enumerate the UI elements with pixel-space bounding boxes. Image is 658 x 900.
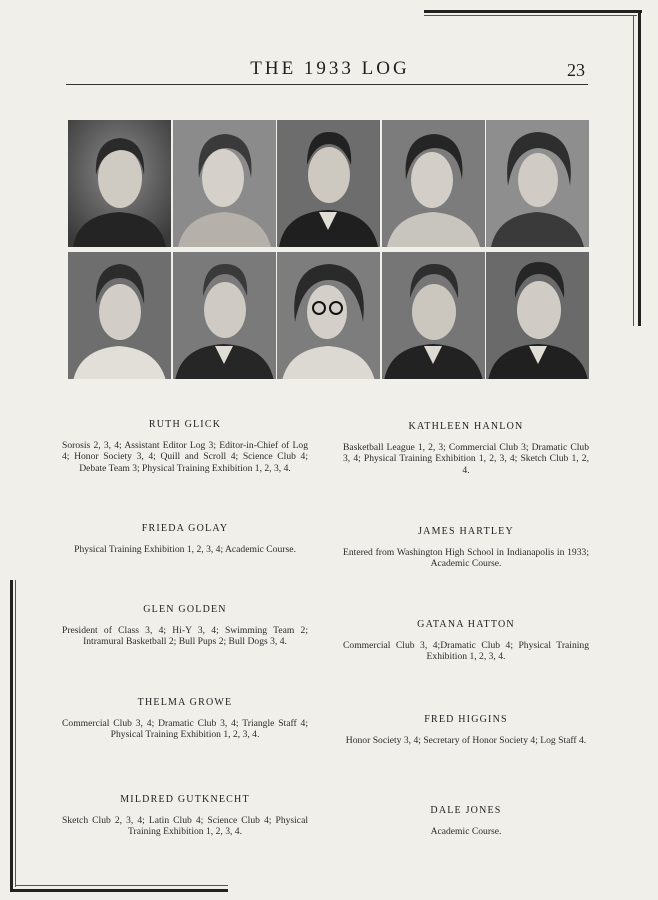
frame-line bbox=[15, 580, 16, 887]
senior-entry-gatana-hatton bbox=[343, 619, 589, 663]
student-name: RUTH GLICK bbox=[148, 419, 222, 430]
portrait-photo bbox=[486, 120, 589, 247]
student-activities: Sorosis 2, 3, 4; Assistant Editor Log 3; Editor-in-Chief of Log 4; Honor Society 3, 4; Quill and Scroll 4; Science Club 4; Debate Team 3; Physical Training Exhibition 1, 2, 3, 4. bbox=[62, 439, 308, 474]
frame-line bbox=[638, 10, 641, 326]
student-activities: Commercial Club 3, 4; Dramatic Club 3, 4; Triangle Staff 4; Physical Training Exhibition 1, 2, 3, 4. bbox=[62, 717, 308, 741]
portrait-photo bbox=[486, 252, 589, 379]
student-name: THELMA GROWE bbox=[137, 697, 233, 708]
senior-entry-thelma-growe bbox=[62, 697, 308, 741]
portrait-photo bbox=[382, 252, 485, 379]
senior-entry-frieda-golay bbox=[62, 523, 308, 555]
portrait-photo bbox=[382, 120, 485, 247]
portrait-photo bbox=[68, 120, 171, 247]
student-name: DALE JONES bbox=[430, 805, 502, 816]
student-activities: Basketball League 1, 2, 3; Commercial Club 3; Dramatic Club 3, 4; Physical Training Exhibition 1, 2, 3, 4; Sketch Club 1, 2, 4. bbox=[343, 441, 589, 476]
portrait-photo bbox=[68, 252, 171, 379]
frame-line bbox=[10, 580, 13, 892]
frame-line bbox=[424, 10, 642, 13]
student-name: JAMES HARTLEY bbox=[418, 526, 514, 537]
student-activities: Physical Training Exhibition 1, 2, 3, 4; Academic Course. bbox=[74, 543, 296, 555]
header-divider bbox=[66, 84, 588, 85]
senior-entry-dale-jones bbox=[343, 805, 589, 837]
student-name: FRIEDA GOLAY bbox=[141, 523, 229, 534]
senior-entry-kathleen-hanlon bbox=[343, 421, 589, 476]
senior-entry-mildred-gutknecht bbox=[62, 794, 308, 838]
frame-line bbox=[424, 15, 637, 16]
page-number: 23 bbox=[567, 60, 585, 80]
student-name: GLEN GOLDEN bbox=[143, 604, 227, 615]
portrait-photo bbox=[277, 120, 380, 247]
student-activities: Entered from Washington High School in Indianapolis in 1933; Academic Course. bbox=[343, 546, 589, 570]
student-activities: Honor Society 3, 4; Secretary of Honor Society 4; Log Staff 4. bbox=[345, 734, 587, 746]
student-name: GATANA HATTON bbox=[417, 619, 515, 630]
student-name: MILDRED GUTKNECHT bbox=[120, 794, 250, 805]
senior-entry-fred-higgins bbox=[343, 714, 589, 746]
portrait-photo bbox=[173, 252, 276, 379]
senior-entry-glen-golden bbox=[62, 604, 308, 648]
portrait-photo bbox=[277, 252, 380, 379]
student-name: KATHLEEN HANLON bbox=[408, 421, 524, 432]
student-activities: Sketch Club 2, 3, 4; Latin Club 4; Science Club 4; Physical Training Exhibition 1, 2, 3, 4. bbox=[62, 814, 308, 838]
page-title: THE 1933 LOG bbox=[250, 58, 410, 79]
portrait-photo bbox=[173, 120, 276, 247]
student-name: FRED HIGGINS bbox=[424, 714, 508, 725]
student-activities: President of Class 3, 4; Hi-Y 3, 4; Swimming Team 2; Intramural Basketball 2; Bull Pups 2; Bull Dogs 3, 4. bbox=[62, 624, 308, 648]
student-activities: Academic Course. bbox=[430, 825, 502, 837]
student-activities: Commercial Club 3, 4;Dramatic Club 4; Physical Training Exhibition 1, 2, 3, 4. bbox=[343, 639, 589, 663]
frame-line bbox=[15, 885, 228, 886]
frame-line bbox=[633, 15, 634, 326]
senior-entry-james-hartley bbox=[343, 526, 589, 570]
senior-entry-ruth-glick bbox=[62, 419, 308, 474]
portrait-grid bbox=[68, 120, 590, 381]
frame-line bbox=[10, 889, 228, 892]
